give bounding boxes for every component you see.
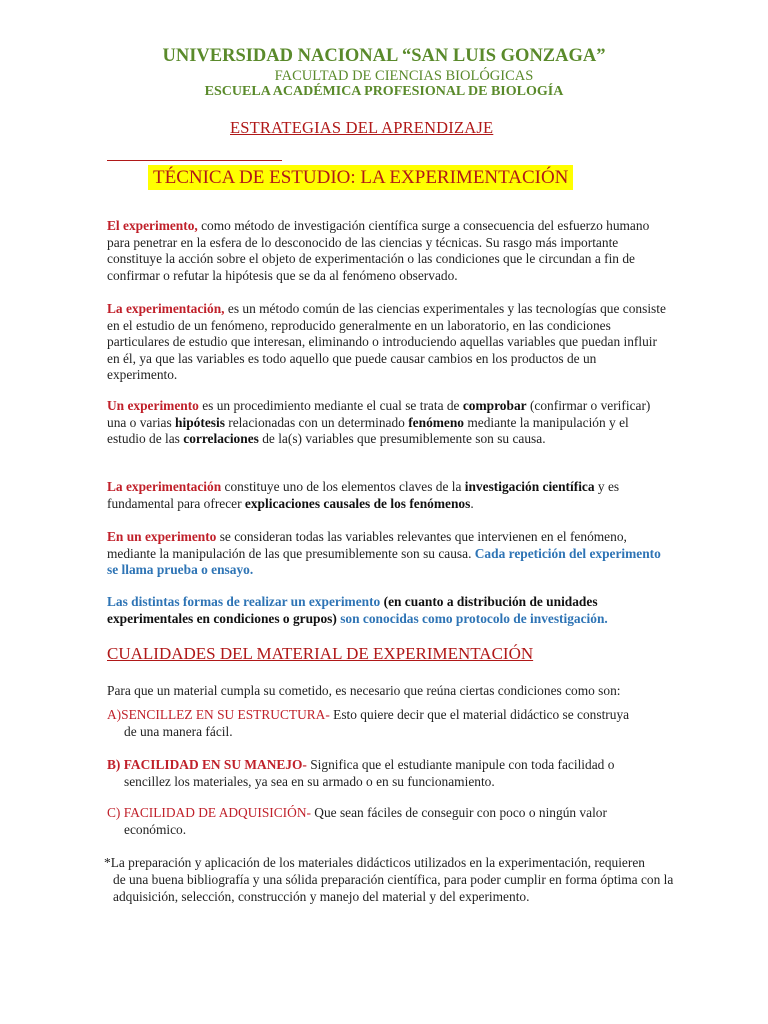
- item-text: Significa que el estudiante manipule con toda facilidad o: [306, 757, 615, 772]
- note-continued: de una buena bibliografía y una sólida preparación científica, para poder cumplir en forma óptima con la adquisición, selección, construcción y manejo del material y del experimento.: [113, 872, 674, 904]
- paragraph-key-elements: [107, 479, 667, 512]
- bold-term: correlaciones: [183, 431, 259, 447]
- paragraph-text: es un método común de las ciencias experimentales y las tecnologías que consiste en el estudio de un fenómeno, reproducido generalmente en un laboratorio, en las condiciones particulares de estudio que interesan, eliminando o introduciendo aquellas variables que puedan influir en él, ya que las variables es todo aquello que puede causar cambios en los productos de un experimento.: [107, 301, 666, 383]
- text-run: es un procedimiento mediante el cual se trata de: [198, 398, 463, 413]
- paragraph-lead: El experimento,: [107, 218, 198, 233]
- strategies-title: ESTRATEGIAS DEL APRENDIZAJE: [230, 118, 494, 137]
- paragraph-experimentation: [107, 301, 667, 384]
- paragraph-experiment: [107, 218, 667, 284]
- paragraph-protocol: [107, 594, 667, 627]
- bold-term: (en cuanto a distribución de unidades experimentales en condiciones o grupos): [107, 594, 598, 626]
- school-name: ESCUELA ACADÉMICA PROFESIONAL DE BIOLOGÍA: [204, 84, 564, 99]
- faculty-name: FACULTAD DE CIENCIAS BIOLÓGICAS: [274, 68, 534, 84]
- paragraph-variables: [107, 529, 667, 579]
- bold-term: comprobar: [462, 398, 527, 413]
- paragraph-lead: La experimentación,: [107, 301, 225, 316]
- text-run: mediante la manipulación y el estudio de las: [107, 414, 629, 447]
- closing-note: [104, 854, 674, 905]
- paragraph-lead: Un experimento: [107, 398, 199, 413]
- red-divider-line: [107, 160, 282, 161]
- text-run: constituye uno de los elementos claves de la: [221, 479, 465, 494]
- quality-item-acquisition: [107, 805, 662, 838]
- item-text-continued: económico.: [124, 821, 187, 837]
- university-name: UNIVERSIDAD NACIONAL “SAN LUIS GONZAGA”: [162, 46, 606, 66]
- item-text-continued: sencillez los materiales, ya sea en su armado o en su funcionamiento.: [124, 773, 495, 789]
- text-run: de la(s) variables que presumiblemente son su causa.: [258, 431, 546, 447]
- blue-highlight-text: Cada repetición del experimento se llama prueba o ensayo.: [107, 545, 661, 578]
- bold-term: fenómeno: [408, 414, 465, 430]
- text-run: .: [470, 495, 474, 511]
- blue-highlight-text: son conocidas como protocolo de investigación.: [336, 610, 608, 626]
- paragraph-lead: La experimentación: [107, 479, 222, 494]
- blue-highlight-text: Las distintas formas de realizar un experimento: [107, 594, 381, 609]
- item-text-continued: de una manera fácil.: [124, 723, 233, 739]
- bold-term: hipótesis: [175, 414, 225, 430]
- item-lead: B) FACILIDAD EN SU MANEJO-: [107, 757, 307, 772]
- item-lead: A)SENCILLEZ EN SU ESTRUCTURA-: [107, 707, 330, 722]
- paragraph-lead: En un experimento: [107, 529, 217, 544]
- qualities-title: CUALIDADES DEL MATERIAL DE EXPERIMENTACIÓN: [107, 644, 534, 663]
- text-run: se consideran todas las variables relevantes que intervienen en el fenómeno, mediante la manipulación de las que presumiblemente son su causa.: [107, 529, 627, 561]
- item-text: Esto quiere decir que el material didáctico se construya: [329, 707, 630, 722]
- text-run: relacionadas con un determinado: [224, 414, 409, 430]
- quality-item-simplicity: [107, 707, 662, 740]
- qualities-intro: Para que un material cumpla su cometido, es necesario que reúna ciertas condiciones como son:: [107, 683, 621, 698]
- bold-term: explicaciones causales de los fenómenos: [244, 495, 471, 511]
- bold-term: investigación científica: [464, 479, 595, 494]
- quality-item-handling: [107, 757, 662, 790]
- technique-title: TÉCNICA DE ESTUDIO: LA EXPERIMENTACIÓN: [148, 165, 573, 190]
- note-first-line: *La preparación y aplicación de los materiales didácticos utilizados en la experimentación, requieren: [104, 855, 645, 870]
- paragraph-un-experimento: [107, 398, 667, 448]
- text-run: (confirmar o verificar) una o varias: [107, 398, 651, 430]
- paragraph-text: como método de investigación científica surge a consecuencia del esfuerzo humano para penetrar en la esfera de lo desconocido de las ciencias y técnicas. Su rasgo más importante constituye la acción sobre el objeto de experimentación o las condiciones que le circundan a fin de confirmar o refutar la hipótesis que se da al fenómeno observado.: [107, 218, 650, 283]
- item-lead: C) FACILIDAD DE ADQUISICIÓN-: [107, 805, 311, 820]
- item-text: Que sean fáciles de conseguir con poco o ningún valor: [310, 805, 607, 820]
- text-run: y es fundamental para ofrecer: [107, 479, 620, 511]
